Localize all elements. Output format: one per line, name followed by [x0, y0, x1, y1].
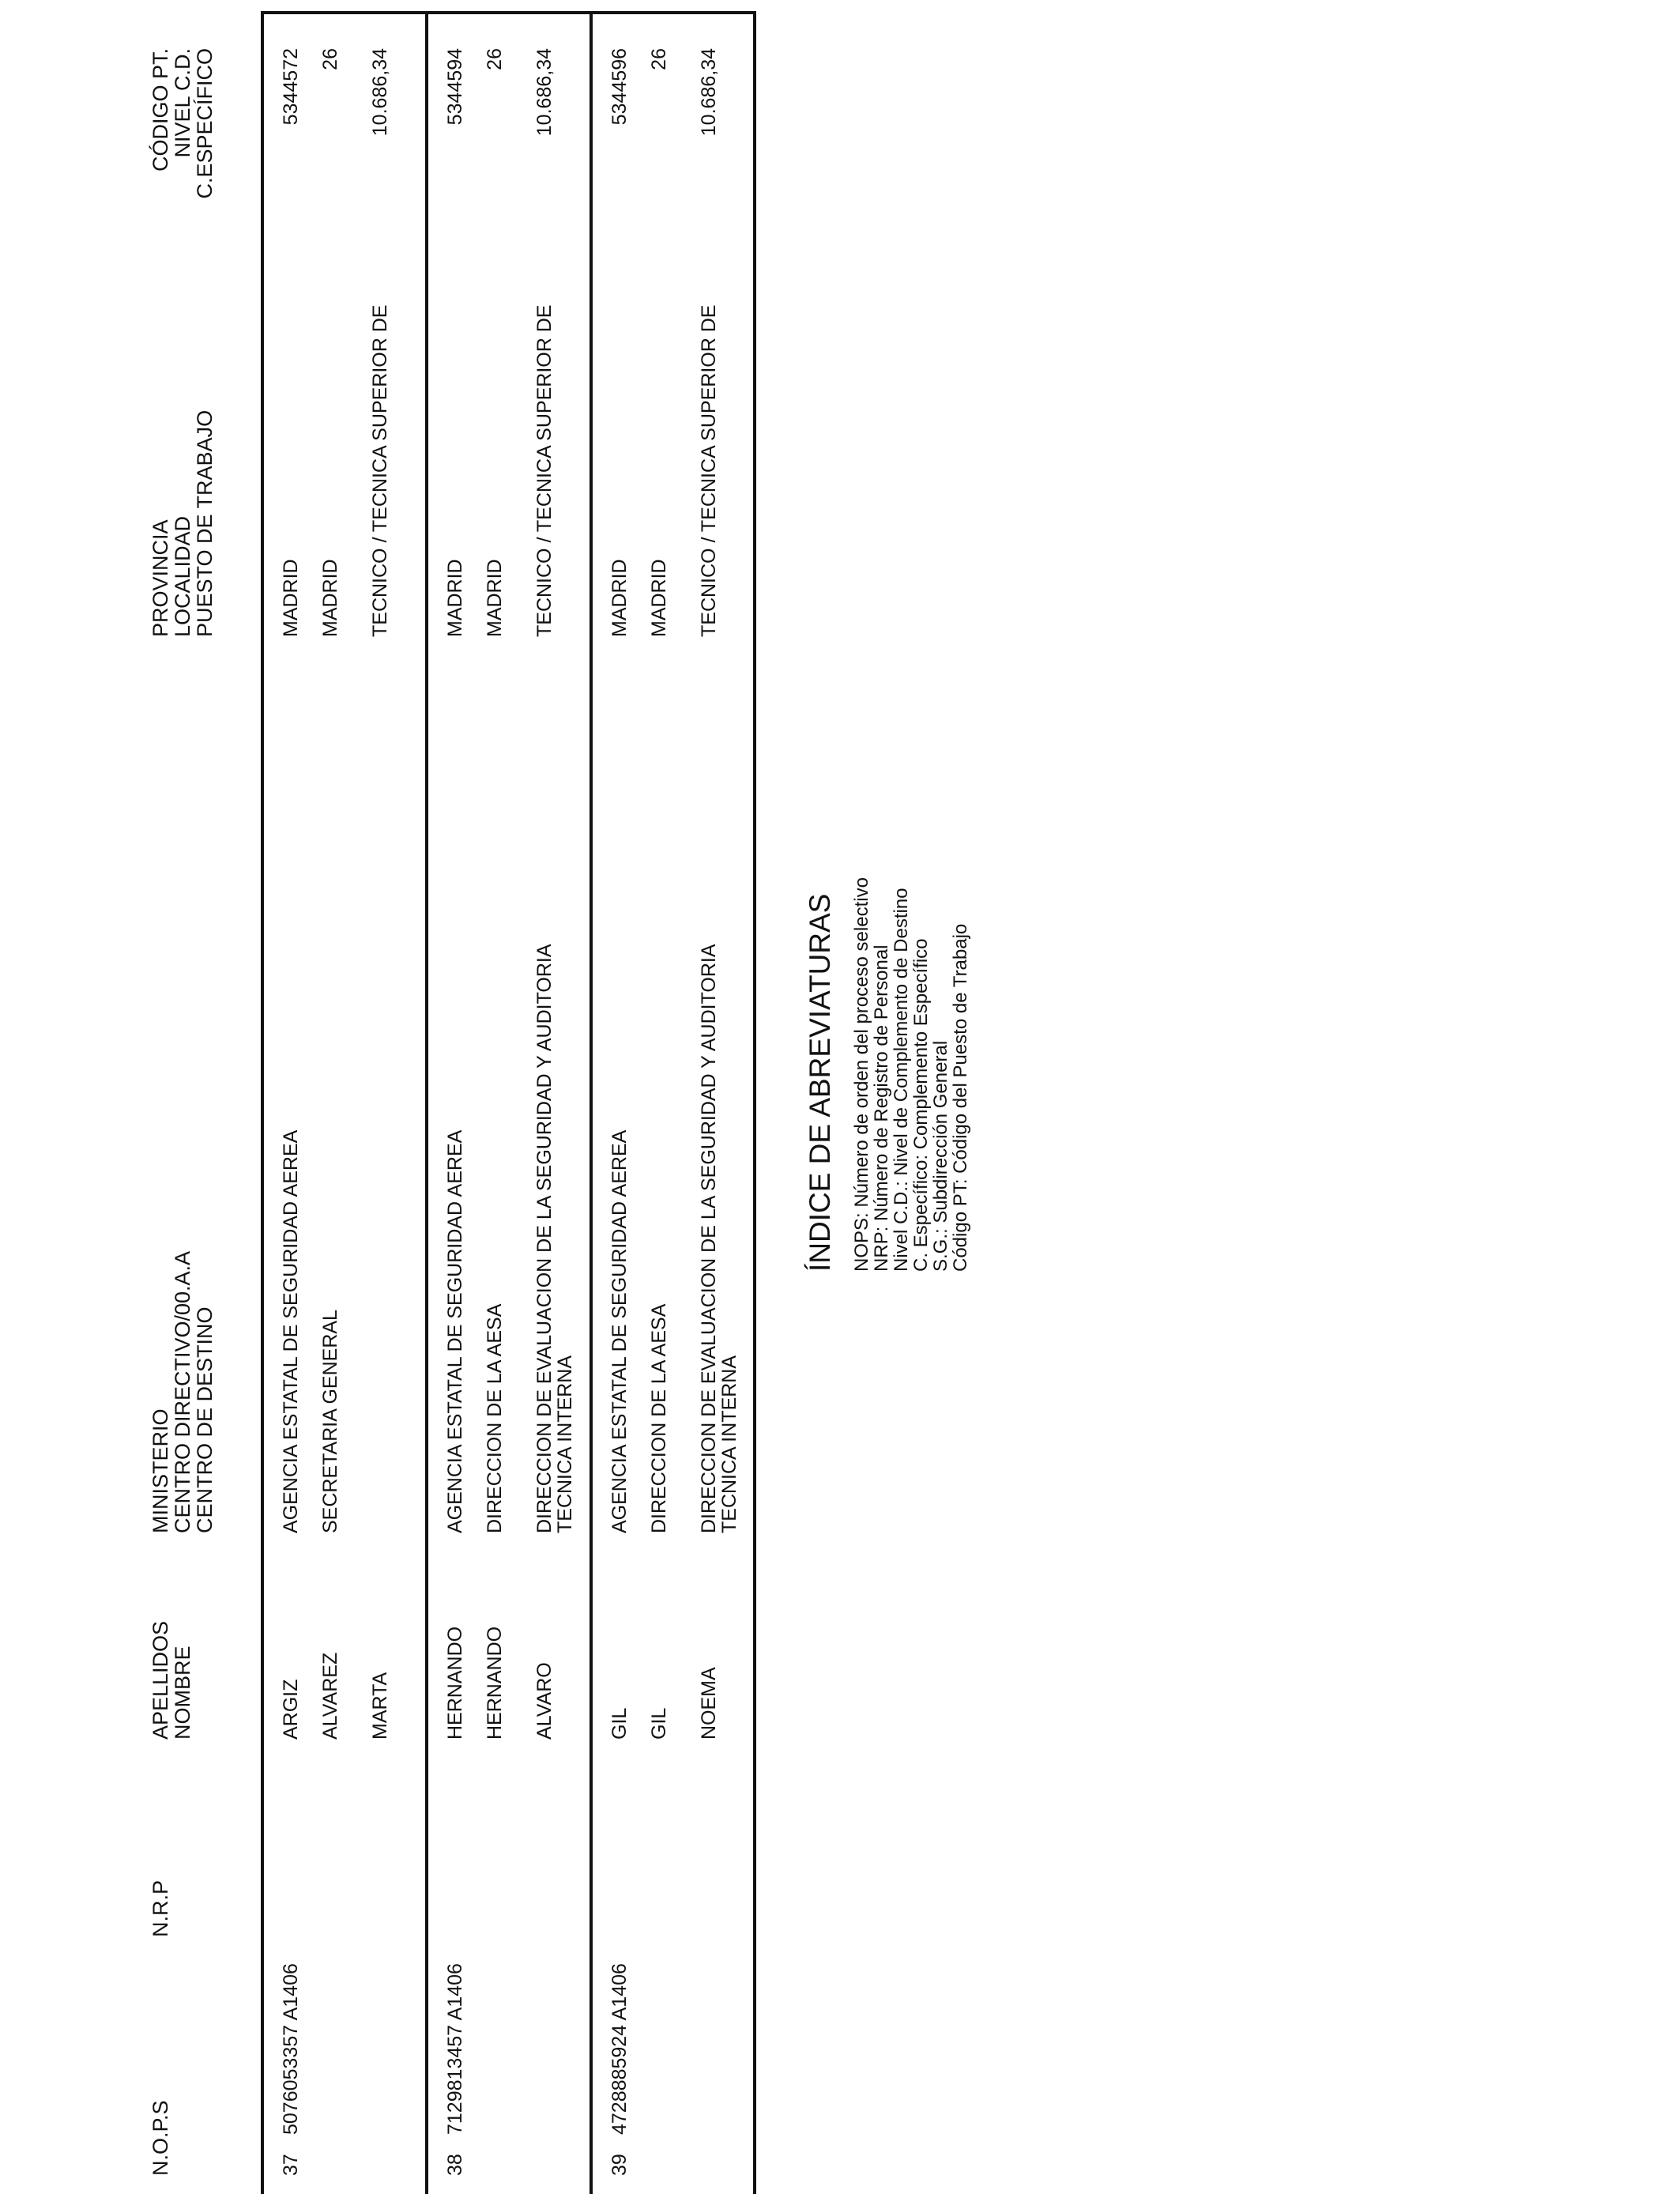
- row-puesto: TECNICO / TECNICA SUPERIOR DE: [533, 304, 556, 637]
- index-title: ÍNDICE DE ABREVIATURAS: [804, 893, 836, 1272]
- row-localidad: MADRID: [484, 559, 506, 637]
- row-apellido2: ALVAREZ: [319, 1652, 341, 1740]
- row-centro-directivo: DIRECCION DE LA AESA: [648, 1303, 670, 1533]
- row-codigo-pt: 5344594: [444, 48, 466, 126]
- header-localidad: LOCALIDAD: [171, 515, 194, 637]
- row-provincia: MADRID: [444, 559, 466, 637]
- row-nrp: 7129813457 A1406: [444, 1963, 466, 2135]
- table-bottom-border: [753, 11, 756, 2194]
- row-provincia: MADRID: [280, 559, 302, 637]
- header-nrp: N.R.P: [149, 1879, 172, 1937]
- row-nops: 37: [280, 2154, 302, 2176]
- row-separator: [425, 11, 428, 2194]
- header-nombre: NOMBRE: [171, 1646, 194, 1740]
- row-apellido2: GIL: [648, 1707, 670, 1740]
- row-apellido1: GIL: [608, 1707, 631, 1740]
- header-puesto: PUESTO DE TRABAJO: [193, 409, 217, 637]
- row-codigo-pt: 5344596: [608, 48, 631, 126]
- header-codigo-pt: CÓDIGO PT.: [149, 48, 172, 172]
- row-puesto: TECNICO / TECNICA SUPERIOR DE: [369, 304, 391, 637]
- header-centro-directivo: CENTRO DIRECTIVO/00.A.A: [171, 1250, 194, 1533]
- row-nombre: ALVARO: [533, 1662, 556, 1740]
- row-c-especifico: 10.686,34: [533, 48, 556, 137]
- row-centro-destino: DIRECCION DE EVALUACION DE LA SEGURIDAD Y AUDITORIA TECNICA INTERNA: [698, 944, 740, 1533]
- header-nops: N.O.P.S: [149, 2100, 172, 2176]
- row-nops: 38: [444, 2154, 466, 2176]
- header-provincia: PROVINCIA: [149, 519, 172, 637]
- row-nrp: 4728885924 A1406: [608, 1963, 631, 2135]
- table-right-border: [261, 11, 756, 14]
- row-ministerio: AGENCIA ESTATAL DE SEGURIDAD AEREA: [608, 1129, 631, 1533]
- index-line: NRP: Número de Registro de Personal: [871, 944, 892, 1272]
- index-line: C. Específico: Complemento Específico: [910, 938, 932, 1272]
- row-codigo-pt: 5344572: [280, 48, 302, 126]
- header-centro-destino: CENTRO DE DESTINO: [193, 1306, 217, 1533]
- row-c-especifico: 10.686,34: [369, 48, 391, 137]
- row-puesto: TECNICO / TECNICA SUPERIOR DE: [698, 304, 720, 637]
- row-nombre: NOEMA: [698, 1667, 720, 1740]
- row-ministerio: AGENCIA ESTATAL DE SEGURIDAD AEREA: [280, 1129, 302, 1533]
- table-top-border: [261, 11, 264, 2194]
- row-nivel-cd: 26: [648, 48, 670, 70]
- index-line: S.G.: Subdirección General: [930, 1040, 951, 1272]
- row-localidad: MADRID: [648, 559, 670, 637]
- row-apellido1: ARGIZ: [280, 1679, 302, 1740]
- row-c-especifico: 10.686,34: [698, 48, 720, 137]
- row-nops: 39: [608, 2154, 631, 2176]
- row-nombre: MARTA: [369, 1672, 391, 1740]
- row-apellido2: HERNANDO: [484, 1626, 506, 1740]
- index-line: Nivel C.D.: Nivel de Complemento de Destino: [891, 888, 912, 1272]
- row-nivel-cd: 26: [319, 48, 341, 70]
- row-nivel-cd: 26: [484, 48, 506, 70]
- header-nivel-cd: NIVEL C.D.: [171, 48, 194, 158]
- header-ministerio: MINISTERIO: [149, 1408, 172, 1533]
- row-nrp: 5076053357 A1406: [280, 1963, 302, 2135]
- row-centro-directivo: SECRETARIA GENERAL: [319, 1310, 341, 1533]
- row-provincia: MADRID: [608, 559, 631, 637]
- row-centro-directivo: DIRECCION DE LA AESA: [484, 1303, 506, 1533]
- row-centro-destino: DIRECCION DE EVALUACION DE LA SEGURIDAD Y AUDITORIA TECNICA INTERNA: [533, 944, 576, 1533]
- header-c-especifico: C.ESPECÍFICO: [193, 48, 217, 199]
- index-line: Código PT: Código del Puesto de Trabajo: [950, 923, 971, 1272]
- header-apellidos: APELLIDOS: [149, 1620, 172, 1740]
- row-ministerio: AGENCIA ESTATAL DE SEGURIDAD AEREA: [444, 1129, 466, 1533]
- index-line: NOPS: Número de orden del proceso selectivo: [851, 877, 872, 1272]
- row-separator: [590, 11, 593, 2194]
- row-apellido1: HERNANDO: [444, 1626, 466, 1740]
- row-localidad: MADRID: [319, 559, 341, 637]
